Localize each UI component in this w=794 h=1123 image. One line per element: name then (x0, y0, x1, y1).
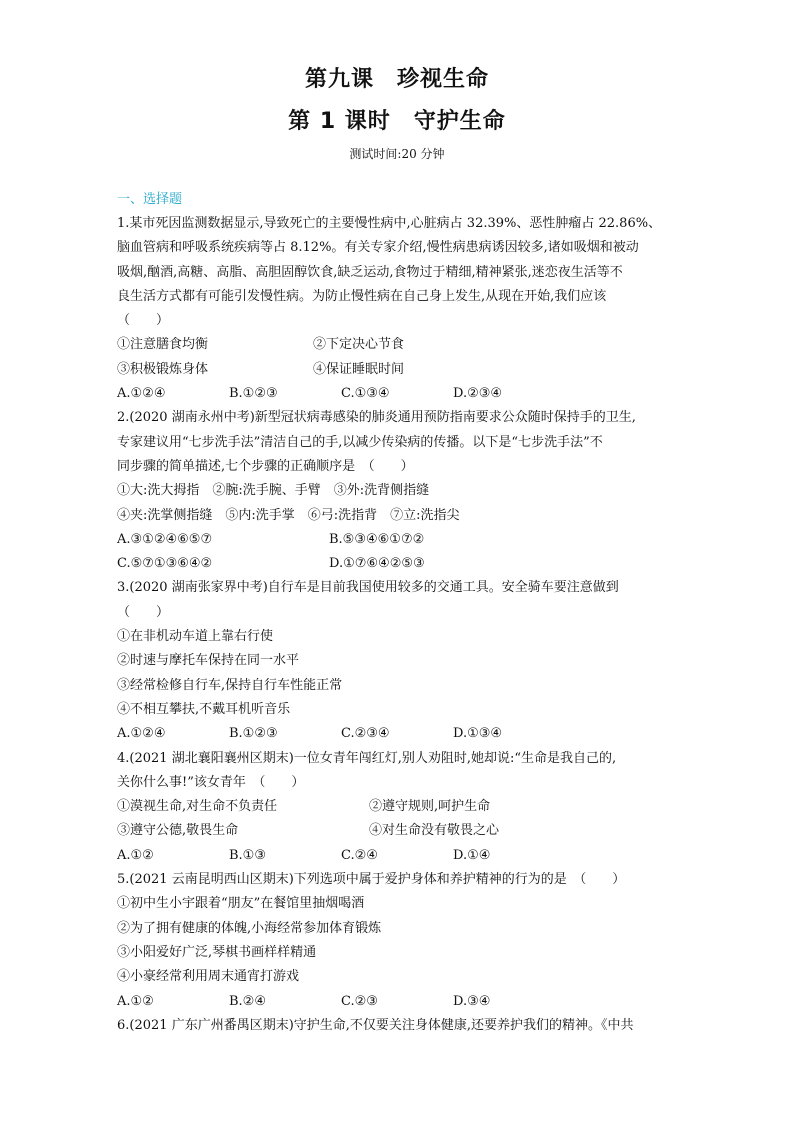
option-c[interactable]: C.⑤⑦①③⑥④② (117, 556, 213, 572)
question-text-line: 专家建议用“七步洗手法”清洁自己的手,以减少传染病的传播。以下是“七步洗手法”不 (117, 434, 603, 450)
options-row (117, 552, 682, 576)
statement-item: ③积极锻炼身体 (117, 361, 209, 377)
question-text-line: 脑血管病和呼吸系统疾病等占 8.12%。有关专家介绍,慢性病患病诱因较多,诸如吸烟和被动 (117, 240, 639, 256)
question-text-line: 5.(2021 云南昆明西山区期末)下列选项中属于爱护身体和养护精神的行为的是 （ ） (117, 872, 626, 888)
statement-row (117, 819, 682, 843)
options-row (117, 528, 682, 552)
option-d[interactable]: D.①④ (453, 847, 491, 863)
test-time: 测试时间:20 分钟 (349, 147, 445, 161)
statement-row (117, 358, 682, 382)
option-a[interactable]: A.①② (117, 847, 154, 863)
option-d[interactable]: D.③④ (453, 993, 491, 1009)
option-b[interactable]: B.②④ (229, 993, 266, 1009)
question-2 (117, 406, 682, 576)
question-4 (117, 747, 682, 868)
statement-item: ②为了拥有健康的体魄,小海经常参加体育锻炼 (117, 920, 382, 936)
statement-item: ①初中生小宇跟着“朋友”在餐馆里抽烟喝酒 (117, 896, 365, 912)
statement-item: ③小阳爱好广泛,琴棋书画样样精通 (117, 944, 317, 960)
option-b[interactable]: B.①②③ (229, 726, 278, 742)
options-row (117, 990, 682, 1014)
option-a[interactable]: A.①②④ (117, 386, 166, 402)
statement-item: ②下定决心节食 (313, 337, 405, 353)
option-c[interactable]: C.①③④ (341, 386, 390, 402)
option-b[interactable]: B.⑤③④⑥①⑦② (329, 531, 425, 547)
statement-row: ①大:洗大拇指 ②腕:洗手腕、手臂 ③外:洗背侧指缝 (117, 483, 430, 499)
statement-item: ①注意膳食均衡 (117, 337, 209, 353)
options-row (117, 382, 682, 406)
question-6 (117, 1014, 682, 1038)
question-text-line: 4.(2021 湖北襄阳襄州区期末)一位女青年闯红灯,别人劝阻时,她却说:“生命是我自己的, (117, 750, 617, 766)
option-d[interactable]: D.②③④ (453, 386, 503, 402)
statement-item: ②遵守规则,呵护生命 (369, 799, 491, 815)
lesson-title: 第九课 珍视生命 (304, 67, 489, 92)
question-5 (117, 868, 682, 1014)
question-text-line: 关你什么事!”该女青年 （ ） (117, 774, 305, 790)
options-row (117, 722, 682, 746)
statement-row: ④夹:洗掌侧指缝 ⑤内:洗手掌 ⑥弓:洗指背 ⑦立:洗指尖 (117, 507, 460, 523)
answer-blank: （ ） (117, 604, 170, 620)
lesson-subtitle: 第 1 课时 守护生命 (288, 109, 506, 134)
option-a[interactable]: A.①②④ (117, 726, 166, 742)
option-a[interactable]: A.③①②④⑥⑤⑦ (117, 531, 213, 547)
section-title: 一、选择题 (117, 192, 183, 207)
statement-item: ④对生命没有敬畏之心 (369, 823, 500, 839)
statement-item: ④保证睡眠时间 (313, 361, 405, 377)
question-text-line: 2.(2020 湖南永州中考)新型冠状病毒感染的肺炎通用预防指南要求公众随时保持手的卫生, (117, 410, 636, 426)
statement-item: ③遵守公德,敬畏生命 (117, 823, 239, 839)
question-text-line: 3.(2020 湖南张家界中考)自行车是目前我国使用较多的交通工具。安全骑车要注意做到 (117, 580, 619, 596)
question-text-line: 同步骤的简单描述,七个步骤的正确顺序是 （ ） (117, 458, 414, 474)
option-c[interactable]: C.②④ (341, 847, 378, 863)
option-b[interactable]: B.①③ (229, 847, 266, 863)
option-d[interactable]: D.①③④ (453, 726, 503, 742)
answer-blank: （ ） (117, 313, 170, 329)
option-a[interactable]: A.①② (117, 993, 154, 1009)
question-text-line: 良生活方式都有可能引发慢性病。为防止慢性病在自己身上发生,从现在开始,我们应该 (117, 288, 607, 304)
statement-row (117, 795, 682, 819)
statement-item: ②时速与摩托车保持在同一水平 (117, 653, 300, 669)
question-content (117, 188, 682, 1038)
question-1 (117, 212, 682, 406)
statement-item: ④不相互攀扶,不戴耳机听音乐 (117, 701, 291, 717)
statement-item: ④小豪经常利用周末通宵打游戏 (117, 969, 300, 985)
question-text-line: 6.(2021 广东广州番禺区期末)守护生命,不仅要关注身体健康,还要养护我们的精神。《中共 (117, 1017, 634, 1033)
question-text-line: 吸烟,酗酒,高糖、高脂、高胆固醇饮食,缺乏运动,食物过于精细,精神紧张,迷恋夜生活等不 (117, 264, 623, 280)
option-c[interactable]: C.②③④ (341, 726, 390, 742)
statement-row (117, 333, 682, 357)
options-row (117, 844, 682, 868)
option-d[interactable]: D.①⑦⑥④②⑤③ (329, 556, 425, 572)
question-text-line: 1.某市死因监测数据显示,导致死亡的主要慢性病中,心脏病占 32.39%、恶性肿瘤占 22.86%、 (117, 216, 662, 231)
statement-item: ③经常检修自行车,保持自行车性能正常 (117, 677, 343, 693)
question-3 (117, 576, 682, 746)
option-c[interactable]: C.②③ (341, 993, 378, 1009)
statement-item: ①漠视生命,对生命不负责任 (117, 799, 278, 815)
option-b[interactable]: B.①②③ (229, 386, 278, 402)
statement-item: ①在非机动车道上靠右行使 (117, 629, 274, 645)
